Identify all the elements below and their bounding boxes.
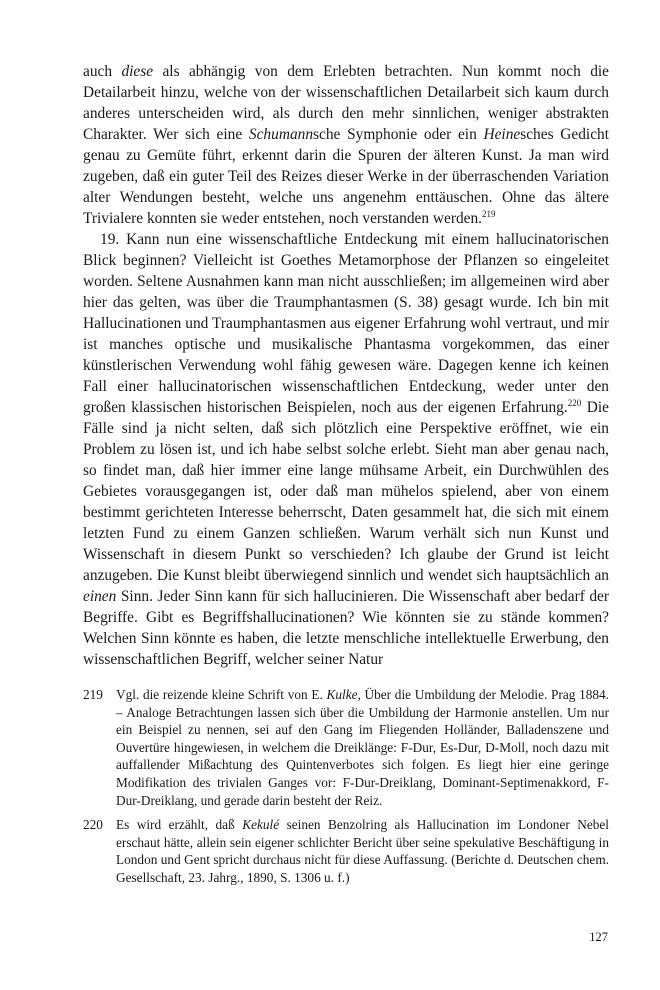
emphasis-name: Kekulé (242, 817, 280, 833)
emphasis: einen (83, 588, 117, 605)
footnote-ref-220[interactable]: 220 (567, 398, 582, 408)
text-run: Es wird erzählt, daß (116, 817, 243, 833)
text-run: Vgl. die reizende kleine Schrift von E. (116, 687, 327, 702)
footnote-number: 220 (83, 817, 103, 833)
footnote-text (116, 816, 609, 886)
footnote-220 (83, 816, 609, 886)
footnote-number: 219 (83, 687, 103, 702)
text-run: 19. Kann nun eine wissenschaftliche Entdeckung mit einem hallucinatorischen Blick beginnen? Vielleicht ist Goethes Metamorphose der Pflanzen so eingeleitet worden. Seltene Ausnahmen kann man nicht ausschließen; im allgemeinen wird aber hier das gelten, was über die Traumphantasmen (S. 38) gesagt wurde. Ich bin mit Hallucinationen und Traumphantasmen aus eigener Erfahrung wohl vertraut, und mir ist manches optische und musikalische Phantasma vorgekommen, das einer künstlerischen Verwendung wohl fähig gewesen wäre. Dagegen kenne ich keinen Fall einer hallucinatorischen wissenschaftlichen Entdeckung, weder unter den großen klassischen historischen Beispielen, noch aus der eigenen Erfahrung. (83, 231, 609, 416)
emphasis-name: Heine (483, 126, 521, 143)
text-run: auch (83, 63, 122, 80)
body-text (83, 61, 609, 670)
page-number: 127 (589, 930, 608, 944)
footnote-219 (83, 686, 609, 809)
paragraph-2 (83, 229, 609, 670)
text-run: seinen Benzolring als Hallucination im Londoner Nebel erschaut hätte, allein sein eigener schlichter Bericht über seine spekulative Beschäftigung in London und Gent spricht durchaus nicht für diese Auffassung. (Berichte d. Deutschen chem. Gesellschaft, 23. Jahrg., 1890, S. 1306 u. f.) (116, 817, 609, 885)
text-run: sche Symphonie oder ein (313, 126, 484, 143)
text-run: als abhängig von dem Erlebten betrachten. Nun kommt noch die Detailarbeit hinzu, welche von der wissenschaftlichen Detailarbeit sich kaum durch anderes unterscheiden wird, als durch den mehr sinnlichen, weniger abstrakten Charakter. Wer sich eine (83, 63, 609, 143)
text-run: Die Fälle sind ja nicht selten, daß sich plötzlich eine Perspektive eröffnet, wie ein Problem zu lösen ist, und ich habe selbst solche erlebt. Sieht man aber genau nach, so findet man, daß hier immer eine lange mühsame Arbeit, ein Durchwühlen des Gebietes vorausgegangen ist, oder daß man mühelos spielend, aber von einem bestimmt gerichteten Interesse beherrscht, Daten gesammelt hat, die sich mit einem letzten Fund zu einem Ganzen schließen. Warum verhält sich nun Kunst und Wissenschaft in diesem Punkt so verschieden? Ich glaube der Grund ist leicht anzugeben. Die Kunst bleibt überwiegend sinnlich und wendet sich hauptsächlich an (83, 399, 609, 584)
text-run: sches Gedicht genau zu Gemüte führt, erkennt darin die Spuren der älteren Kunst. Ja man wird zugeben, daß ein guter Teil des Reizes dieser Werke in der überraschenden Variation alter Wendungen besteht, welche uns angenehm enttäuschen. Ohne das ältere Trivialere konnten sie weder entstehen, noch verstanden werden. (83, 126, 609, 227)
emphasis-name: Kulke (326, 687, 358, 702)
paragraph-1 (83, 61, 609, 229)
text-run: Sinn. Jeder Sinn kann für sich hallucinieren. Die Wissenschaft aber bedarf der Begriffe. Gibt es Begriffshallucinationen? Wie könnten sie zu stände kommen? Welchen Sinn könnte es haben, die letzte menschliche intellektuelle Erwerbung, den wissenschaftlichen Begriff, welcher seiner Natur (83, 588, 609, 668)
emphasis-name: Schumann (248, 126, 314, 143)
footnote-text (116, 686, 609, 809)
text-run: , Über die Umbildung der Melodie. Prag 1884. – Analoge Betrachtungen lassen sich über die Umbildung der Harmonie anstellen. Um nur ein Beispiel zu nennen, sei auf den Gang im Fliegenden Holländer, Balladenszene und Ouvertüre hingewiesen, in welchem die Dreiklänge: F-Dur, Es-Dur, D-Moll, noch dazu mit auffallender Mißachtung des Quintenverbotes sich folgen. Es liegt hier eine geringe Modifikation des trivialen Ganges vor: F-Dur-Dreiklang, Dominant-Septimenakkord, F-Dur-Dreiklang, und gerade darin besteht der Reiz. (116, 687, 609, 808)
emphasis: diese (121, 63, 154, 80)
footnotes (83, 686, 609, 894)
footnote-ref-219[interactable]: 219 (482, 209, 496, 219)
